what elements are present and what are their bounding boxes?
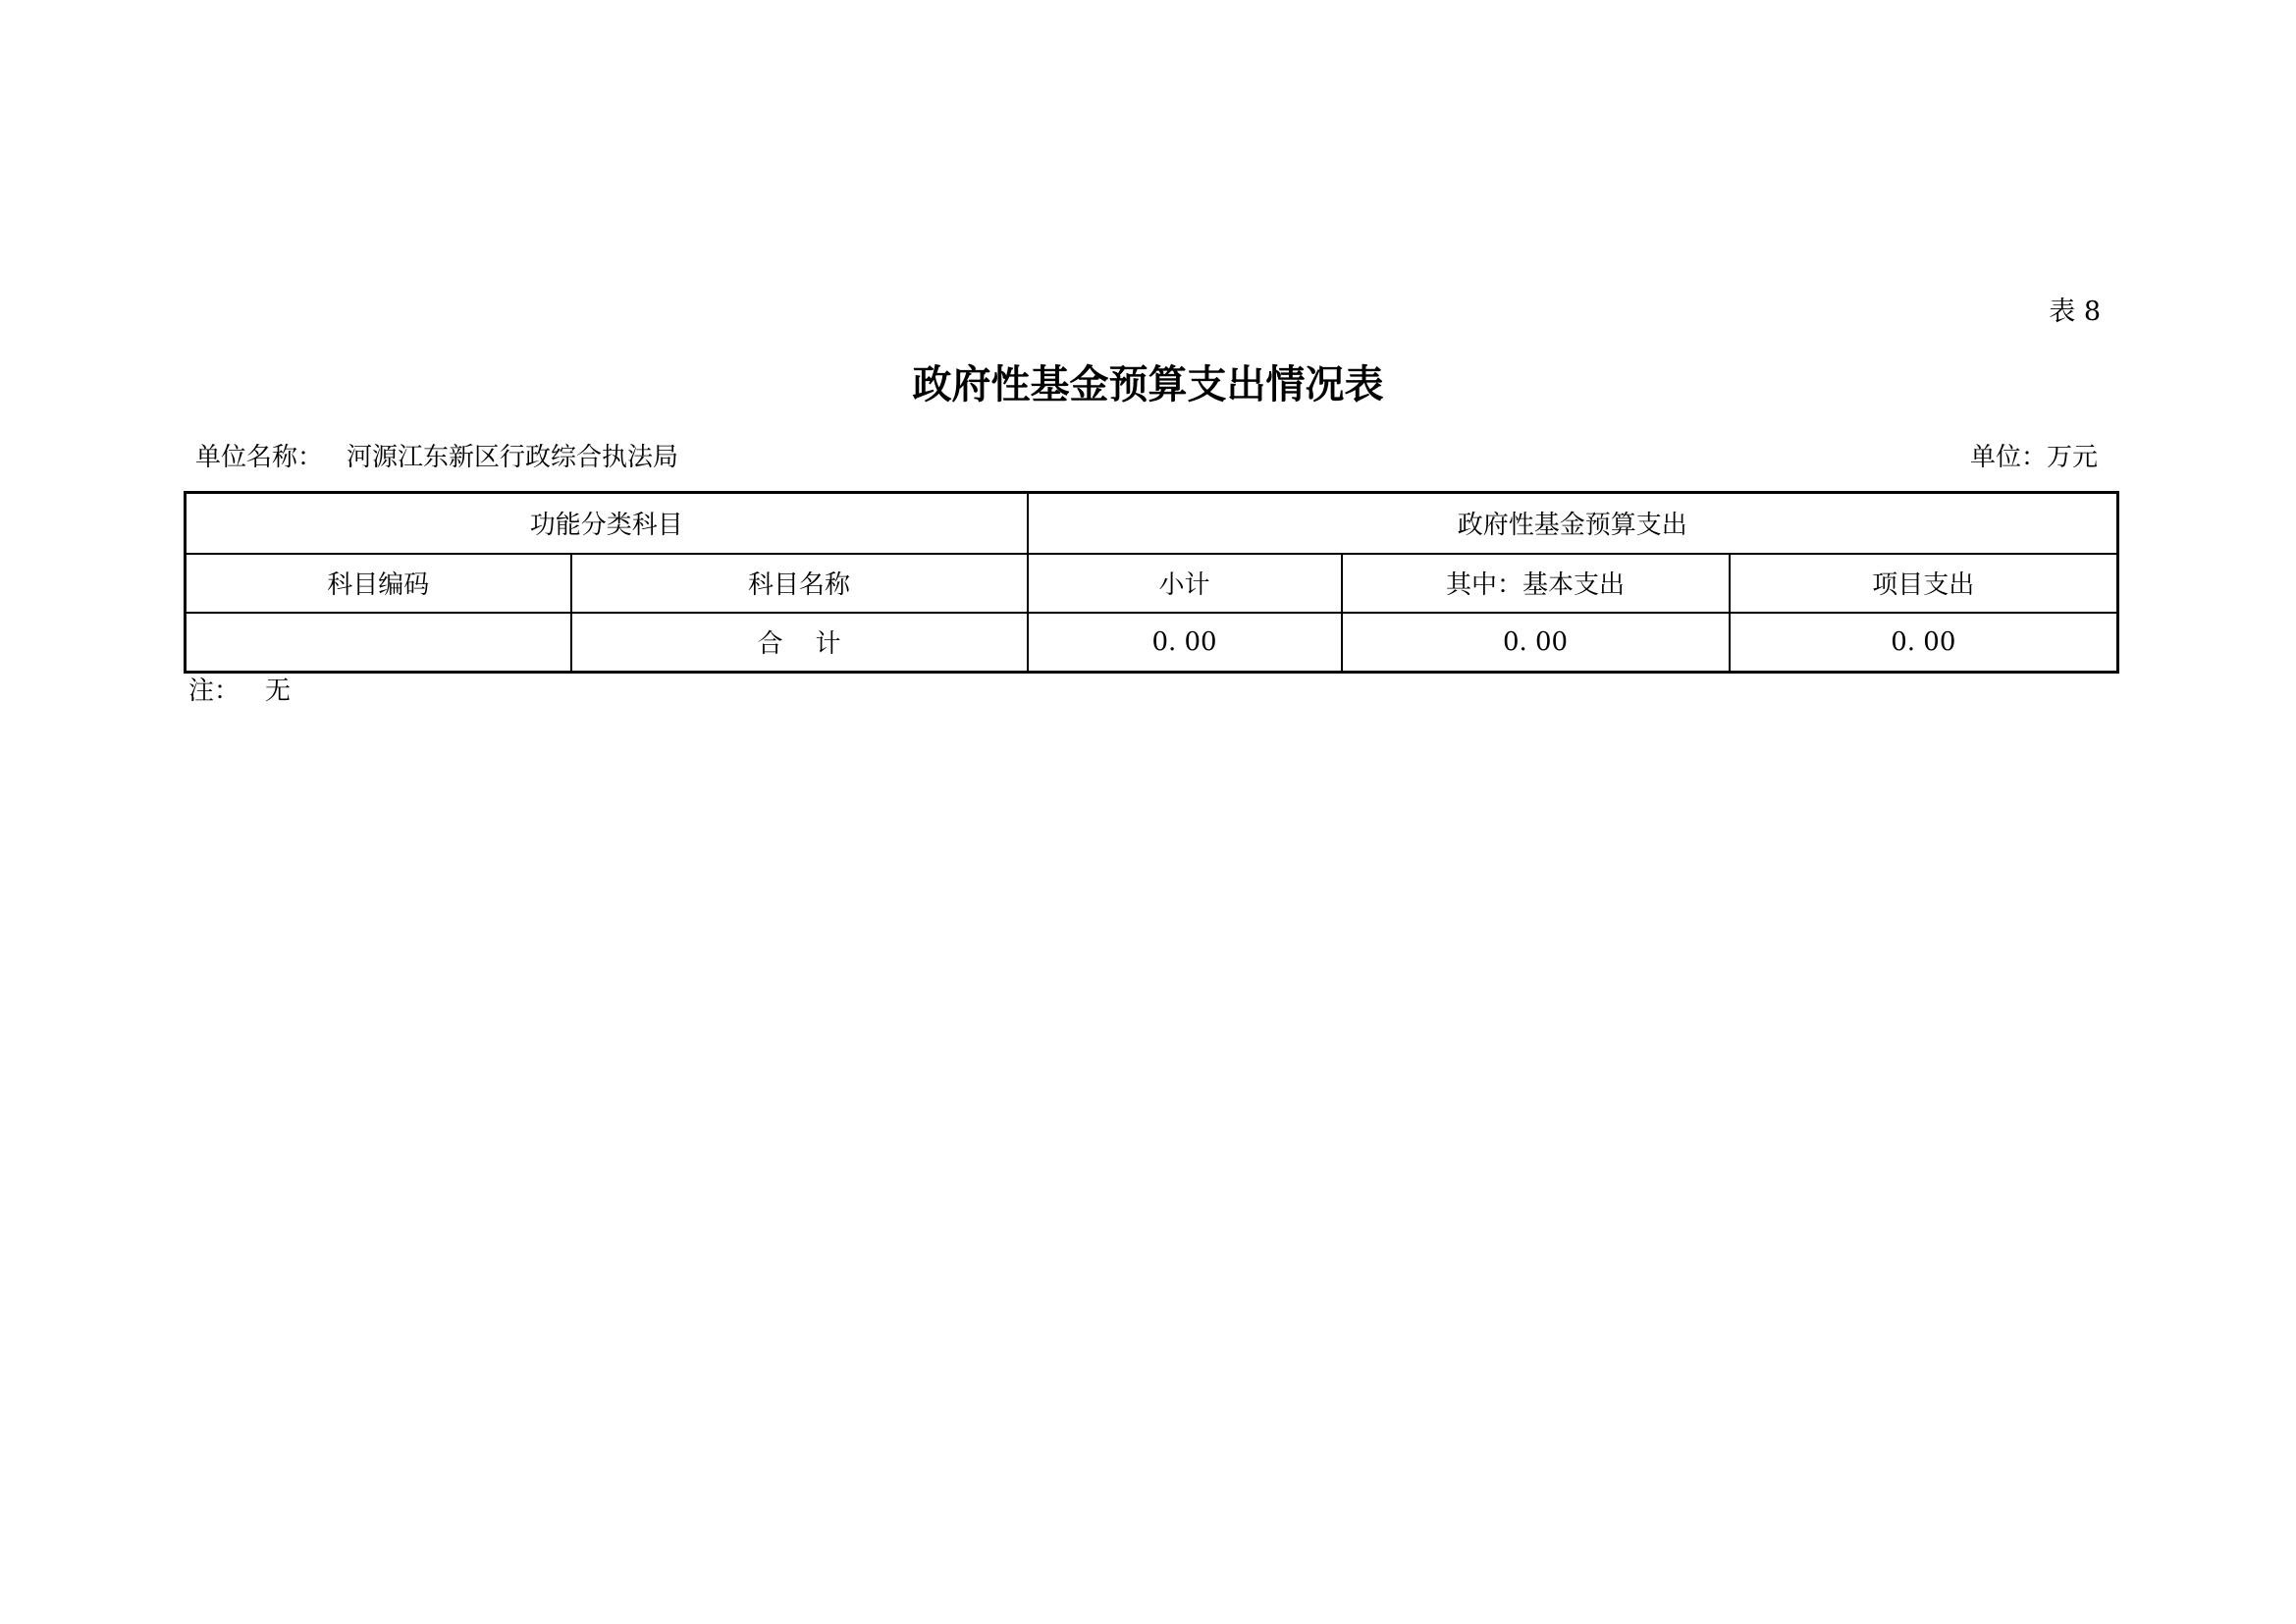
currency-unit-label: 单位：万元 <box>1969 443 2098 472</box>
group-header-row <box>186 493 2118 554</box>
table-number-label: 表 8 <box>2049 297 2101 327</box>
note-value: 无 <box>265 677 292 706</box>
note-line <box>188 676 291 707</box>
unit-name-line <box>195 442 678 473</box>
note-label: 注： <box>188 677 240 706</box>
unit-name-value: 河源江东新区行政综合执法局 <box>347 443 679 472</box>
column-header-project-expenditure: 项目支出 <box>1730 554 2118 613</box>
cell-project-expenditure-value: 0. 00 <box>1730 613 2118 673</box>
column-header-row <box>186 554 2118 613</box>
cell-basic-expenditure-value: 0. 00 <box>1342 613 1730 673</box>
cell-subject-name-total: 合 计 <box>571 613 1028 673</box>
page-title: 政府性基金预算支出情况表 <box>912 361 1384 407</box>
group-header-functional-classification: 功能分类科目 <box>186 493 1028 554</box>
column-header-subtotal: 小计 <box>1028 554 1342 613</box>
column-header-subject-name: 科目名称 <box>571 554 1028 613</box>
budget-table <box>184 491 2119 674</box>
cell-subtotal-value: 0. 00 <box>1028 613 1342 673</box>
table-row <box>186 613 2118 673</box>
meta-row <box>195 442 2098 473</box>
column-header-basic-expenditure: 其中：基本支出 <box>1342 554 1730 613</box>
unit-name-label: 单位名称： <box>195 443 324 472</box>
group-header-government-fund-expenditure: 政府性基金预算支出 <box>1028 493 2118 554</box>
cell-subject-code <box>186 613 571 673</box>
column-header-subject-code: 科目编码 <box>186 554 571 613</box>
